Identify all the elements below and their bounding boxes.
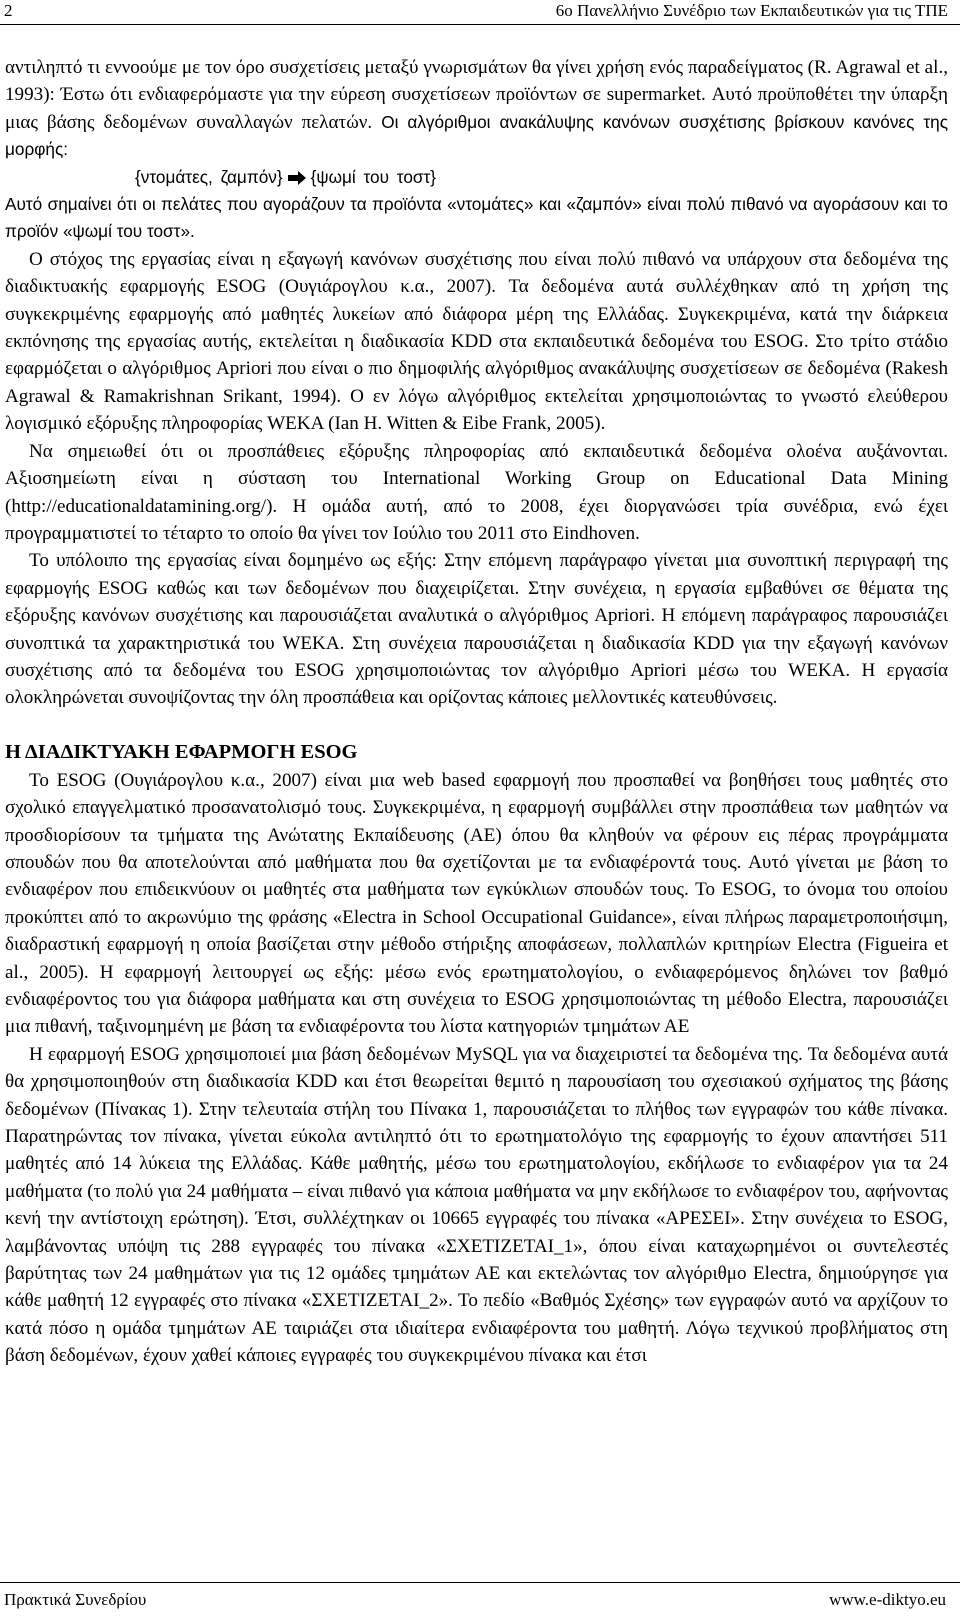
association-rule-example — [5, 164, 948, 191]
paragraph-esog-database: Η εφαρμογή ESOG χρησιμοποιεί μια βάση δεδομένων MySQL για να διαχειριστεί τα δεδομένα της. Τα δεδομένα αυτά θα χρησιμοποιηθούν στη διαδικασία KDD και έτσι θεωρείται θεμιτό η παρουσίαση του σχεσιακού σχήματος της βάσης δεδομένων (Πίνακας 1). Στην τελευταία στήλη του Πίνακα 1, παρουσιάζεται το πλήθος των εγγραφών του κάθε πίνακα. Παρατηρώντας τον πίνακα, γίνεται εύκολα αντιληπτό ότι το ερωτηματολόγιο της εφαρμογής το έχουν απαντήσει 511 μαθητές από 14 λύκεια της Ελλάδας. Κάθε μαθητής, μέσω του ερωτηματολογίου, εκδήλωσε το ενδιαφέρον για τα 24 μαθήματα (το πολύ για 24 μαθήματα – είναι πιθανό για κάποια μαθήματα να μην εκδήλωσε το ενδιαφέρον του, αφήνοντας κενή την αντίστοιχη ερώτηση). Έτσι, συλλέχτηκαν οι 10665 εγγραφές του πίνακα «ΑΡΕΣΕΙ». Στην συνέχεια το ESOG, λαμβάνοντας υπόψη τις 288 εγγραφές του πίνακα «ΣΧΕΤΙΖΕΤΑΙ_1», όπου είναι καταχωρημένοι οι συντελεστές βαρύτητας των 24 μαθημάτων για τις 12 ομάδες τμημάτων ΑΕ και εκτελώντας τον αλγόριθμο Electra, δημιούργησε για κάθε μαθητή 12 εγγραφές στο πίνακα «ΣΧΕΤΙΖΕΤΑΙ_2». Το πεδίο «Βαθμός Σχέσης» των εγγραφών αυτό να αρχίζουν το κατά πόσο η ομάδα τμημάτων ΑΕ ταιριάζει στα ιδιαίτερα ενδιαφέροντα του μαθητή. Λόγω τεχνικού προβλήματος στη βάση δεδομένων, έχουν χαθεί κάποιες εγγραφές του συγκεκριμένου πίνακα και έτσι — [5, 1043, 948, 1367]
page-footer — [0, 1582, 960, 1617]
section-heading: Η ΔΙΑΔΙΚΤΥΑΚΗ ΕΦΑΡΜΟΓΗ ESOG — [5, 740, 358, 763]
footer-rule — [0, 1582, 960, 1583]
paragraph-rule-meaning: Αυτό σημαίνει ότι οι πελάτες που αγοράζουν τα προϊόντα «ντομάτες» και «ζαμπόν» είναι πολύ πιθανό να αγοράσουν και το προϊόν «ψωμί του τοστ». — [5, 194, 948, 242]
page-header — [0, 0, 960, 26]
paragraph-esog-description: Το ESOG (Ουγιάρογλου κ.α., 2007) είναι μια web based εφαρμογή που προσπαθεί να βοηθήσει τους μαθητές στο σχολικό επαγγελματικό προσανατολισμό τους. Συγκεκριμένα, η εφαρμογή συμβάλλει στην προσπάθεια των μαθητών να προσδιορίσουν τα τμήματα της Ανώτατης Εκπαίδευσης (ΑΕ) όπου θα κληθούν να φέρουν εις πέρας προγράμματα σπουδών που θα αποτελούνται από μαθήματα που θα σχετίζονται με τα ενδιαφέροντά τους. Αυτό γίνεται με βάση το ενδιαφέρον που επιδεικνύουν οι μαθητές στα μαθήματα των εγκύκλιων σπουδών τους. Το ESOG, το όνομα του οποίου προκύπτει από το ακρωνύμιο της φράσης «Electra in School Occupational Guidance», είναι πλήρως παραμετροποιήσιμη, διαδραστική εφαρμογή η οποία βασίζεται στην μέθοδο στήριξης αποφάσεων, πολλαπλών κριτηρίων Electra (Figueira et al., 2005). Η εφαρμογή λειτουργεί ως εξής: μέσω ενός ερωτηματολογίου, ο ενδιαφερόμενος δηλώνει τον βαθμό ενδιαφέροντος του για διάφορα μαθήματα και στη συνέχεια το ESOG χρησιμοποιώντας τη μέθοδο Electra, παρουσιάζει μια πιθανή, ταξινομημένη με βάση τα ενδιαφέροντα του λίστα κατηγοριών τμημάτων ΑΕ — [5, 769, 948, 1038]
page-number: 2 — [4, 1, 13, 20]
paragraph-goal: Ο στόχος της εργασίας είναι η εξαγωγή κανόνων συσχέτισης που είναι πολύ πιθανό να υπάρχουν στα δεδομένα της διαδικτυακής εφαρμογής ESOG (Ουγιάρογλου κ.α., 2007). Τα δεδομένα αυτά συλλέχθηκαν από τη χρήση της συγκεκριμένης εφαρμογής από μαθητές λυκείων από διάφορα μέρη της Ελλάδας. Συγκεκριμένα, κατά την διάρκεια εκπόνησης της εργασίας αυτής, εκτελείται η διαδικασία KDD στα εκπαιδευτικά δεδομένα του ESOG. Στο τρίτο στάδιο εφαρμόζεται ο αλγόριθμος Apriori που είναι ο πιο δημοφιλής αλγόριθμος ανακάλυψης συσχετίσεων σε δεδομένα (Rakesh Agrawal & Ramakrishnan Srikant, 1994). Ο εν λόγω αλγόριθμος εκτελείται χρησιμοποιώντας το γνωστό ελεύθερου λογισμικό εξόρυξης πληροφορίας WEKA (Ian H. Witten & Eibe Frank, 2005). — [5, 248, 948, 435]
paragraph-edm: Να σημειωθεί ότι οι προσπάθειες εξόρυξης πληροφορίας από εκπαιδευτικά δεδομένα ολοένα αυξάνονται. Αξιοσημείωτη είναι η σύσταση του International Working Group on Educational Data Mining (http://educationaldatamining.org/). Η ομάδα αυτή, από το 2008, έχει διοργανώσει τρία συνέδρια, ενώ έχει προγραμματιστεί το τέταρτο το οποίο θα γίνει τον Ιούλιο του 2011 στο Eindhoven. — [5, 440, 948, 544]
header-rule — [0, 24, 960, 25]
paragraph-intro — [5, 54, 948, 164]
footer-proceedings: Πρακτικά Συνεδρίου — [4, 1590, 147, 1609]
right-arrow-icon — [287, 170, 307, 186]
paragraph-intro-sans: Οι αλγόριθμοι ανακάλυψης κανόνων συσχέτισης βρίσκουν κανόνες της μορφής: — [5, 111, 948, 160]
paragraph-structure: Το υπόλοιπο της εργασίας είναι δομημένο ως εξής: Στην επόμενη παράγραφο γίνεται μια συνοπτική περιγραφή της εφαρμογής ESOG καθώς και των δεδομένων που διαχειρίζεται. Στην συνέχεια, η εργασία εμβαθύνει σε θέματα της εξόρυξης κανόνων συσχέτισης και παρουσιάζεται αναλυτικά ο αλγόριθμος Apriori. Η επόμενη παράγραφος παρουσιάζει συνοπτικά τα χαρακτηριστικά του WEKA. Στη συνέχεια παρουσιάζεται η διαδικασία KDD για την εξαγωγή κανόνων συσχέτισης από τα δεδομένα του ESOG χρησιμοποιώντας τον αλγόριθμο Apriori μέσω του WEKA. Η εργασία ολοκληρώνεται συνοψίζοντας την όλη προσπάθεια και ορίζοντας κάποιες μελλοντικές κατευθύνσεις. — [5, 550, 948, 709]
conference-title: 6ο Πανελλήνιο Συνέδριο των Εκπαιδευτικών για τις ΤΠΕ — [555, 1, 948, 20]
rule-antecedent: {ντομάτες, ζαμπόν} — [135, 166, 283, 187]
paragraph-intro-serif: αντιληπτό τι εννοούμε με τον όρο συσχετίσεις μεταξύ γνωρισμάτων θα γίνει χρήση ενός παραδείγματος (R. Agrawal et al., 1993): Έστω ότι ενδιαφερόμαστε για την εύρεση συσχετίσεων προϊόντων σε supermarket. Αυτό προϋποθέτει την ύπαρξη μιας βάσης δεδομένων συναλλαγών πελατών. — [5, 57, 948, 133]
body-text — [5, 54, 948, 1370]
footer-website: www.e-diktyo.eu — [829, 1590, 946, 1609]
rule-consequent: {ψωμί του τοστ} — [310, 166, 437, 187]
